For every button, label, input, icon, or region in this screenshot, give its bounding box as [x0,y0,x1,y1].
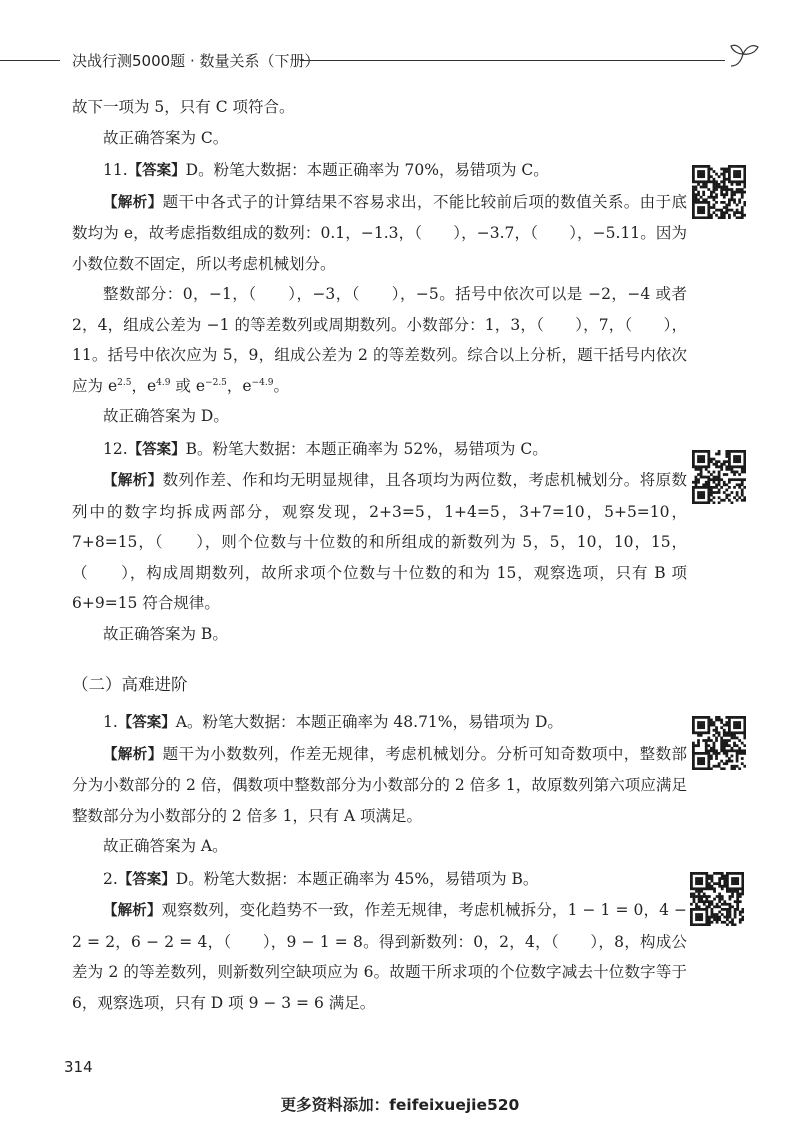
q12-answer [72,434,687,466]
qr-code-icon [692,165,746,219]
exp-power: −4.9 [251,377,274,388]
exp-end: 。 [273,376,289,395]
analysis-text: 整数部分：0，−1，（ ），−3，（ ），−5。括号中依次可以是 −2，−4 或者 2，4，组成公差为 −1 的等差数列或周期数列。小数部分：1，3，（ ），7，（ ），11。括号中依次应为 5，9，组成公差为 2 的等差数列。综合以上分析，题干括号内依次应为 [72,285,687,395]
analysis-label: 【解析】 [103,194,163,211]
book-title: 决战行测5000题 · 数量关系（下册） [72,52,320,70]
answer-text: D。粉笔大数据：本题正确率为 70%，易错项为 C。 [185,161,549,179]
exp-or: 或 [170,376,196,395]
qr-code-q12[interactable] [692,450,746,504]
answer-label: 【答案】 [127,163,186,179]
exp-power: −2.5 [205,377,227,388]
page-content [72,92,687,1018]
exp-separator: ， [226,376,243,395]
q11-integer-part [72,279,687,401]
q12-analysis [72,465,687,619]
section-title: （二）高难进阶 [72,675,188,694]
header-rule-left [0,60,60,61]
conclusion: 故正确答案为 D。 [103,407,229,425]
qr-code-icon [690,872,744,926]
exp-base: e [146,376,157,395]
qr-code-q2[interactable] [690,872,744,926]
analysis-text: 观察数列，变化趋势不一致，作差无规律，考虑机械拆分，1 − 1 = 0，4 − 2 = 2，6 − 2 = 4，（ ），9 − 1 = 8。得到新数列：0，2，4，（ ），8，构成公差为 2 的等差数列，则新数列空缺项应为 6。故题干所求项的个位数字减去十位数字等于 6，观察选项，只有 D 项 9 − 3 = 6 满足。 [72,901,688,1012]
analysis-text: 数列作差、作和均无明显规律，且各项均为两位数，考虑机械划分。将原数列中的数字均拆成两部分，观察发现，2+3=5，1+4=5，3+7=10，5+5=10，7+8=15，（ ），则个位数与十位数的和所组成的新数列为 5，5，10，10，15，（ ），构成周期数列，故所求项个位数与十位数的和为 15，观察选项，只有 B 项 6+9=15 符合规律。 [72,471,687,612]
exp-power: 4.9 [156,377,171,388]
footer-note: 更多资料添加：feifeixuejie520 [280,1096,520,1114]
q2-analysis [72,895,687,1018]
sprout-icon [727,40,761,70]
exp-base: e [195,376,206,395]
analysis-label: 【解析】 [103,903,162,919]
qr-code-q11[interactable] [692,165,746,219]
qr-code-icon [692,450,746,504]
answer-label: 【答案】 [117,871,176,888]
paragraph: 故下一项为 5，只有 C 项符合。 [72,98,295,116]
analysis-text: 题干中各式子的计算结果不容易求出，不能比较前后项的数值关系。由于底数均为 e，故考虑指数组成的数列：0.1，−1.3，（ ），−3.7，（ ），−5.11。因为小数位数不固定，所以考虑机械划分。 [72,192,687,273]
exp-base: e [242,376,252,395]
page-number: 314 [64,1058,93,1076]
answer-text: A。粉笔大数据：本题正确率为 48.71%，易错项为 D。 [175,713,563,731]
answer-label: 【答案】 [127,441,186,458]
qr-code-icon [692,716,746,770]
header-rule-right [300,60,725,61]
question-number: 2. [103,869,118,888]
q11-answer [72,155,687,187]
answer-text: D。粉笔大数据：本题正确率为 45%，易错项为 B。 [175,869,539,888]
qr-code-q1[interactable] [692,716,746,770]
question-number: 12. [103,439,128,458]
analysis-text: 题干为小数数列，作差无规律，考虑机械划分。分析可知奇数项中，整数部分为小数部分的 2 倍，偶数项中整数部分为小数部分的 2 倍多 1，故原数列第六项应满足整数部分为小数部分的 2 倍多 1，只有 A 项满足。 [72,744,687,825]
q1-answer [72,707,687,739]
analysis-label: 【解析】 [103,746,163,763]
running-header [0,48,800,72]
question-number: 11. [103,161,128,179]
exp-power: 2.5 [117,377,132,388]
exponent-expression [108,377,289,395]
q11-analysis [72,187,687,280]
conclusion: 故正确答案为 C。 [103,128,229,147]
question-number: 1. [103,713,118,731]
exp-base: e [107,376,118,395]
q2-answer [72,864,687,896]
analysis-label: 【解析】 [103,473,163,489]
exp-separator: ， [131,376,147,395]
answer-text: B。粉笔大数据：本题正确率为 52%，易错项为 C。 [185,439,548,458]
answer-label: 【答案】 [117,715,176,731]
q1-analysis [72,739,687,832]
conclusion: 故正确答案为 A。 [103,837,228,855]
conclusion: 故正确答案为 B。 [103,624,228,643]
